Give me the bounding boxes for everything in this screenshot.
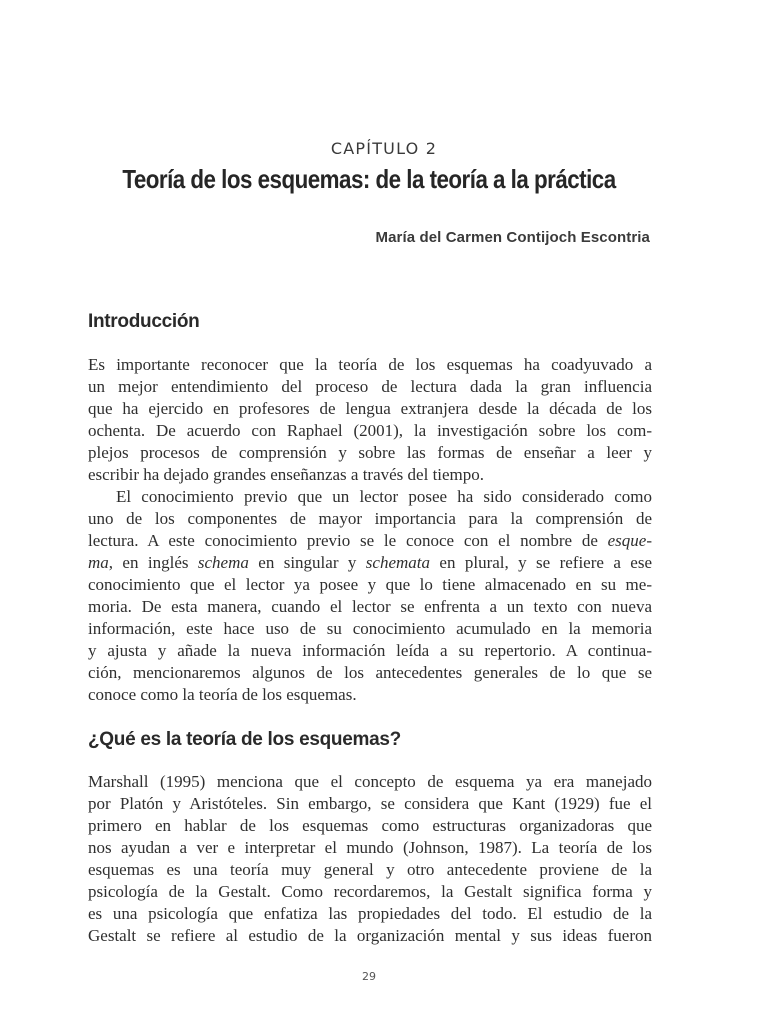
text-line: nos ayudan a ver e interpretar el mundo (Johnson, 1987). La teoría de los — [88, 838, 652, 857]
text-line: por Platón y Aristóteles. Sin embargo, se considera que Kant (1929) fue el — [88, 794, 652, 813]
text-line: conoce como la teoría de los esquemas. — [88, 685, 357, 704]
chapter-label: CAPÍTULO 2 — [330, 139, 438, 158]
text-line: psicología de la Gestalt. Como recordaremos, la Gestalt significa forma y — [88, 882, 652, 901]
text-line: Marshall (1995) menciona que el concepto de esquema ya era manejado — [88, 772, 652, 791]
text-line: Gestalt se refiere al estudio de la organización mental y sus ideas fueron — [88, 926, 652, 945]
chapter-title: Teoría de los esquemas: de la teoría a la práctica — [122, 164, 616, 194]
text-line: escribir ha dejado grandes enseñanzas a través del tiempo. — [88, 465, 485, 484]
text-line: primero en hablar de los esquemas como estructuras organizadoras que — [88, 816, 652, 835]
text-line: ción, mencionaremos algunos de los antecedentes generales de lo que se — [88, 663, 652, 682]
text-line: conocimiento que el lector ya posee y que lo tiene almacenado en su me- — [88, 575, 652, 594]
text-line: un mejor entendimiento del proceso de lectura dada la gran influencia — [88, 377, 652, 396]
text-line: uno de los componentes de mayor importancia para la comprensión de — [88, 509, 652, 528]
text-line: ma, en inglés schema en singular y schemata en plural, y se refiere a ese — [88, 553, 652, 572]
section-heading-que-es: ¿Qué es la teoría de los esquemas? — [88, 729, 401, 750]
text-line: ochenta. De acuerdo con Raphael (2001), la investigación sobre los com- — [88, 421, 652, 440]
author-name: María del Carmen Contijoch Escontria — [375, 229, 650, 246]
text-line: moria. De esta manera, cuando el lector se enfrenta a un texto con nueva — [88, 597, 652, 616]
text-line: es una psicología que enfatiza las propiedades del todo. El estudio de la — [88, 904, 652, 923]
text-line: plejos procesos de comprensión y sobre las formas de enseñar a leer y — [88, 443, 652, 462]
text-line: Es importante reconocer que la teoría de los esquemas ha coadyuvado a — [88, 355, 652, 374]
section-heading-introduccion: Introducción — [88, 311, 200, 332]
text-line: lectura. A este conocimiento previo se le conoce con el nombre de esque- — [88, 531, 652, 550]
page-number: 29 — [362, 970, 376, 983]
text-line: que ha ejercido en profesores de lengua extranjera desde la década de los — [88, 399, 652, 418]
text-line: El conocimiento previo que un lector posee ha sido considerado como — [116, 487, 652, 506]
paragraphs-que-es — [88, 771, 652, 947]
text-line: esquemas es una teoría muy general y otro antecedente proviene de la — [88, 860, 652, 879]
text-line: y ajusta y añade la nueva información leída a su repertorio. A continua- — [88, 641, 652, 660]
paragraphs-introduccion — [88, 354, 652, 706]
text-line: información, este hace uso de su conocimiento acumulado en la memoria — [88, 619, 652, 638]
